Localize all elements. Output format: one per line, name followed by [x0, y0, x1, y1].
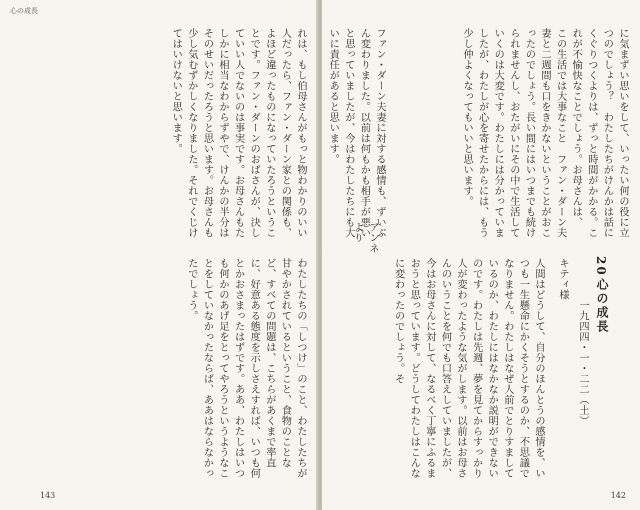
entry-title: 心の成長	[595, 278, 609, 334]
page-number: 142	[610, 491, 626, 500]
entry-body: 人間はどうして、自分のほんとうの感情を、いつも一生懸命にかくそうとするのか、不思議でなりません。わたしはなぜ人前でとりすましているのか、わたしにはなかなか説明ができないのです。わたしは先週、夢を見てからすっかり人が変わったような気がします。以前はお母さんのいうことを何でも口答えしていましたが、今はお母さんに対して、なるべく丁寧にふるまおうと思っています。どうしてわたしはこんなに変わったのでしょう。そ	[392, 258, 544, 479]
body-text-top: れは、もし伯母さんがもっと物わかりのいい人だったら、ファン・ダーン家との関係も、よほど違ったものになっていたろうということです。ファン・ダーンのおばさんが、決していい人でないのは事実です。お母さんもたしかに相当なわからずやで、けんかの半分はそのせいだったろうと思います。お母さんも少し気むずかしくなりました。それでくじけてはいけないと思います。	[170, 28, 306, 238]
body-text-bottom: わたしたちの「しつけ」のこと、わたしたちが甘やかされているということ、食物のことなど、すべての問題は、こちらがあくまで率直に、好意ある態度を示しさえすれば、いつも何とかおさまったはずです。ああ、わたしはいつも何かのあげ足をとってやろうというようなことをしていなかったならば、ああはならなかったでしょう。	[185, 258, 306, 479]
left-page	[0, 0, 318, 510]
page-number: 143	[40, 491, 56, 500]
right-page	[322, 0, 640, 510]
entry-number: 20	[594, 256, 608, 277]
closing-signature: アンネより	[351, 222, 378, 254]
running-header: 心の成長	[10, 7, 38, 15]
body-text-continued: ファン・ダーン夫妻に対する感情も、ずいぶん変わりました。以前は何もかも相手が悪いと思っていましたが、今はわたしたちにも大いに責任があると思います。	[327, 28, 385, 238]
salutation: キティ様	[557, 258, 568, 300]
entry-date: 一九四四・一・二二（土）	[577, 300, 588, 426]
body-text-top: に気まずい思いをして、いったい何の役に立つのでしょう？ わたしたちがけんかは話にくぐりつくよりは、ずっと時間がかかる。これが不愉快なことでしょう。お母さんは、 この生活では大事なこと ファン・ダーン夫妻と二週間も口をきかないということがおこったのでしょう。長い間にはいつまでも続けられませんし、おたがいにその中で生活していくのは大変です。わたしには分かっていましたが、わたしが心を寄せたからには、もう少し仲よくなってもいいと思います。	[461, 28, 628, 244]
